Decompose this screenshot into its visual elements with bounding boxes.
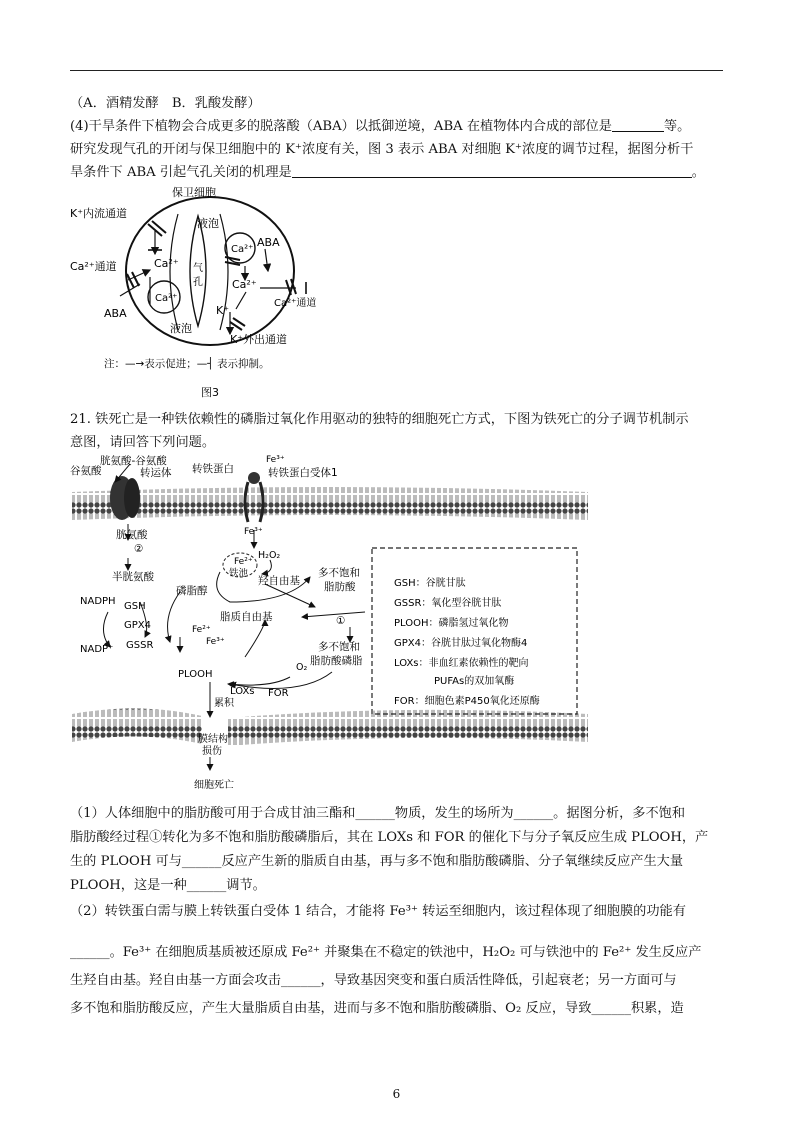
label-cysteine: 半胱氨酸 <box>112 571 154 583</box>
label-nadp: NADP⁺ <box>80 644 114 655</box>
legend-item: PUFAs的双加氧酶 <box>434 676 515 687</box>
label-gsh: GSH <box>124 601 146 612</box>
figure3-note: 注：—→表示促进；—┤ 表示抑制。 <box>104 358 270 370</box>
label-cell-death: 细胞死亡 <box>194 780 234 791</box>
label-step1: ① <box>336 615 346 627</box>
label-cystine-glu-2: 转运体 <box>140 467 172 479</box>
label-vacuole-top: 液泡 <box>197 217 219 230</box>
label-accumulate: 累积 <box>214 698 234 709</box>
figure-3-guard-cell <box>70 184 360 399</box>
q21-part1-line1: （1）人体细胞中的脂肪酸可用于合成甘油三酯和______物质，发生的场所为______。据图分析，多不饱和 <box>70 806 686 821</box>
label-k-plus: K⁺ <box>216 304 230 317</box>
label-ca-left: Ca²⁺ <box>154 257 179 270</box>
label-stoma-2: 孔 <box>193 277 203 288</box>
q21-intro-line2: 意图，请回答下列问题。 <box>70 435 216 450</box>
options-line: （A．酒精发酵 B．乳酸发酵） <box>70 96 261 111</box>
label-phospholipid-alcohol: 磷脂醇 <box>176 585 208 597</box>
q21-intro-line1: 21. 铁死亡是一种铁依赖性的磷脂过氧化作用驱动的独特的细胞死亡方式，下图为铁死亡的分子调节机制示 <box>70 412 689 427</box>
label-membrane-damage-2: 损伤 <box>202 746 222 757</box>
label-transferrin: 转铁蛋白 <box>192 463 234 475</box>
answer-blank[interactable] <box>292 163 692 178</box>
q21-part2-line4: 多不饱和脂肪酸反应，产生大量脂质自由基，进而与多不饱和脂肪酸磷脂、O₂ 反应，导致______积累，造 <box>70 1001 684 1016</box>
q21-part1-line2: 脂肪酸经过程①转化为多不饱和脂肪酸磷脂后，其在 LOXs 和 FOR 的催化下与分子氧反应生成 PLOOH，产 <box>70 830 709 845</box>
label-ca-right: Ca²⁺ <box>232 278 257 291</box>
label-fe3-top: Fe³⁺ <box>266 455 285 465</box>
legend-item: PLOOH：磷脂氢过氧化物 <box>394 618 509 629</box>
label-pufa-2: 脂肪酸 <box>324 581 356 593</box>
label-step2: ② <box>134 543 144 555</box>
answer-blank[interactable] <box>612 117 664 132</box>
figure-ferroptosis-mechanism <box>70 452 590 792</box>
label-gssr: GSSR <box>126 640 154 651</box>
legend-item: GSH：谷胱甘肽 <box>394 578 466 589</box>
label-k-in-channel: K⁺内流通道 <box>70 207 128 220</box>
label-fe2-small: Fe²⁺ <box>192 625 211 635</box>
label-ca-vacuole-left: Ca²⁺ <box>155 293 178 304</box>
q21-part1-line3: 生的 PLOOH 可与______反应产生新的脂质自由基，再与多不饱和脂肪酸磷脂、分子氧继续反应产生大量 <box>70 854 684 869</box>
label-tfr1: 转铁蛋白受体1 <box>268 467 338 479</box>
label-ca-channel-left: Ca²⁺通道 <box>70 260 117 273</box>
label-fe2-pool: Fe²⁺ <box>234 557 253 567</box>
part4-line3: 旱条件下 ABA 引起气孔关闭的机理是 。 <box>70 165 705 180</box>
label-plooh: PLOOH <box>178 669 213 680</box>
page-number: 6 <box>392 1087 401 1101</box>
label-fe3-mid: Fe³⁺ <box>244 527 263 537</box>
q21-part2-line2: ______。Fe³⁺ 在细胞质基质被还原成 Fe²⁺ 并聚集在不稳定的铁池中，H₂O₂ 可与铁池中的 Fe²⁺ 发生反应产 <box>70 945 702 960</box>
label-pufa-pl-2: 脂肪酸磷脂 <box>310 655 363 667</box>
label-lipid-radical: 脂质自由基 <box>220 611 273 623</box>
label-membrane-damage-1: 膜结构 <box>198 734 228 745</box>
q21-part1-line4: PLOOH，这是一种______调节。 <box>70 878 266 893</box>
label-k-out-channel: K⁺外出通道 <box>230 333 288 346</box>
label-nadph: NADPH <box>80 596 116 607</box>
label-gpx4: GPX4 <box>124 620 151 631</box>
label-ca-vacuole-right: Ca²⁺ <box>231 244 254 255</box>
label-guard-cell: 保卫细胞 <box>172 186 216 199</box>
header-rule <box>70 70 723 71</box>
legend-item: GPX4：谷胱甘肽过氧化物酶4 <box>394 638 528 649</box>
part4-line1: (4)干旱条件下植物会合成更多的脱落酸（ABA）以抵御逆境，ABA 在植物体内合成的部位是 等。 <box>70 119 691 134</box>
q21-part2-line3: 生羟自由基。羟自由基一方面会攻击______，导致基因突变和蛋白质活性降低，引起衰老；另一方面可与 <box>70 973 677 988</box>
label-iron-pool: 铁池 <box>229 568 249 579</box>
legend-item: GSSR：氧化型谷胱甘肽 <box>394 598 502 609</box>
label-o2: O₂ <box>296 662 308 673</box>
label-aba-right: ABA <box>257 236 280 249</box>
label-loxs: LOXs <box>230 686 255 697</box>
label-cystine: 胱氨酸 <box>116 529 148 541</box>
figure3-caption: 图3 <box>201 386 219 399</box>
label-aba-left: ABA <box>104 307 127 320</box>
label-glutamate: 谷氨酸 <box>70 465 102 477</box>
label-ca-channel-right: Ca²⁺通道 <box>274 298 317 309</box>
label-stoma-1: 气 <box>193 263 203 274</box>
label-pufa-1: 多不饱和 <box>318 567 360 579</box>
label-pufa-pl-1: 多不饱和 <box>318 641 360 653</box>
part4-line2: 研究发现气孔的开闭与保卫细胞中的 K⁺浓度有关，图 3 表示 ABA 对细胞 K⁺浓度的调节过程，据图分析干 <box>70 142 694 157</box>
q21-part2-line1: （2）转铁蛋白需与膜上转铁蛋白受体 1 结合，才能将 Fe³⁺ 转运至细胞内，该过程体现了细胞膜的功能有 <box>70 904 686 919</box>
legend-item: LOXs：非血红素依赖性的靶向 <box>394 658 529 669</box>
label-fe3-small: Fe³⁺ <box>206 637 225 647</box>
label-h2o2: H₂O₂ <box>258 550 281 561</box>
label-hydroxyl: 羟自由基 <box>258 575 300 587</box>
legend-item: FOR：细胞色素P450氧化还原酶 <box>394 696 540 707</box>
label-cystine-glu-1: 胱氨酸-谷氨酸 <box>100 455 167 467</box>
label-vacuole-bottom: 液泡 <box>170 322 192 335</box>
label-for: FOR <box>268 688 289 699</box>
